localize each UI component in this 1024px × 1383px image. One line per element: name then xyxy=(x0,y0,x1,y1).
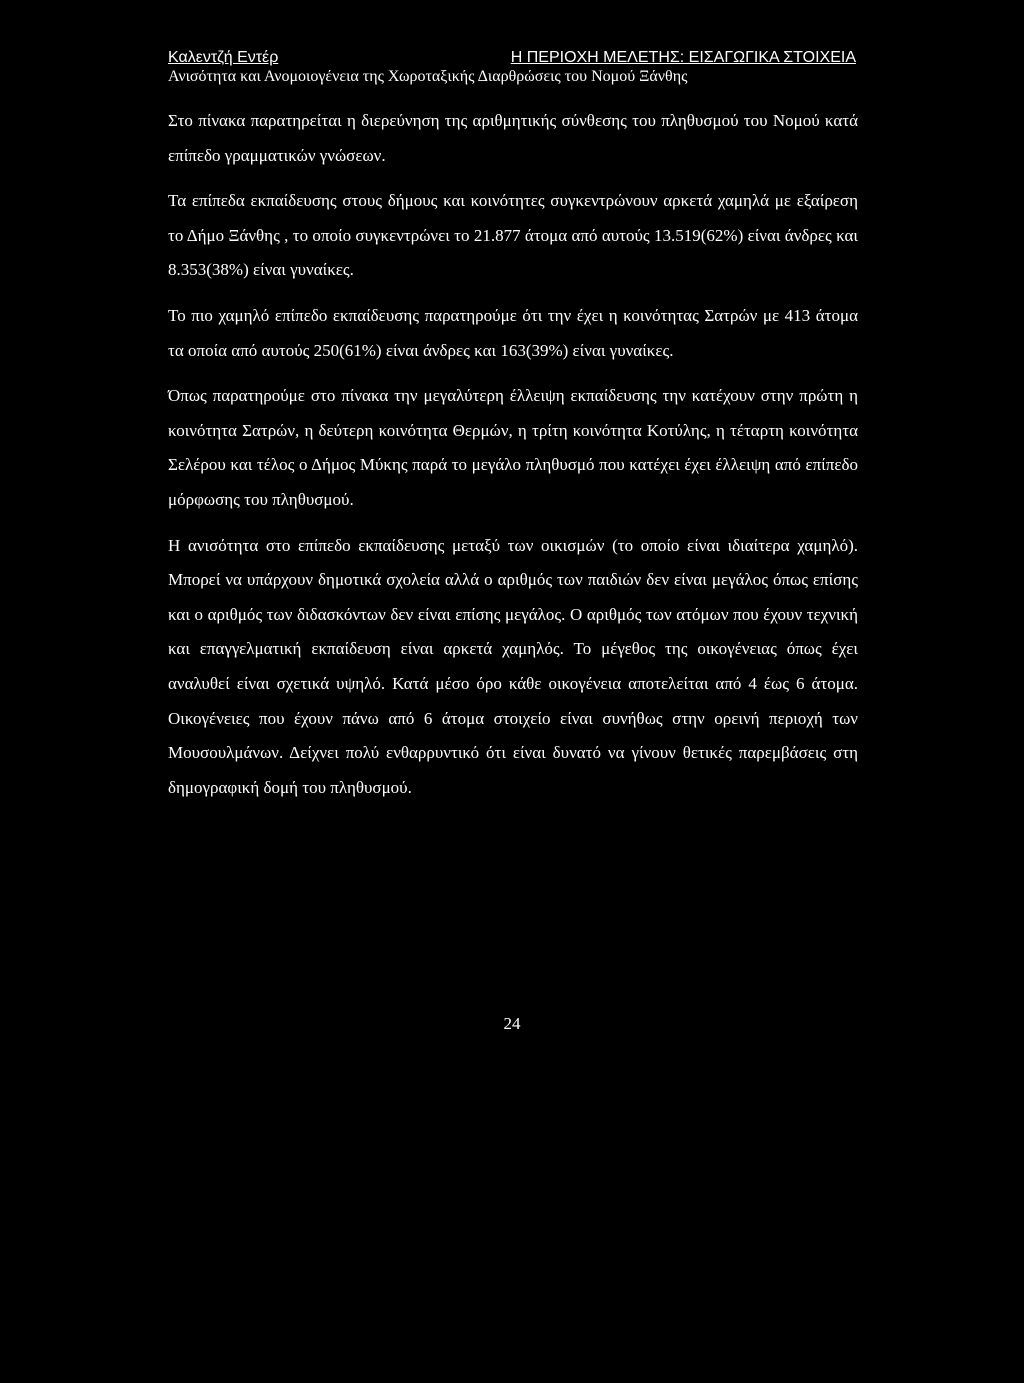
paragraph-4: Όπως παρατηρούμε στο πίνακα την μεγαλύτερη έλλειψη εκπαίδευσης την κατέχουν στην πρώτη η κοινότητα Σατρών, η δεύτερη κοινότητα Θερμών, η τρίτη κοινότητα Κοτύλης, η τέταρτη κοινότητα Σελέρου και τέλος ο Δήμος Μύκης παρά το μεγάλο πληθυσμό που κατέχει έχει έλλειψη από επίπεδο μόρφωσης του πληθυσμού. xyxy=(168,386,858,509)
header-subtitle: Ανισότητα και Ανομοιογένεια της Χωροταξικής Διαρθρώσεις του Νομού Ξάνθης xyxy=(168,68,688,85)
paragraph-1: Στο πίνακα παρατηρείται η διερεύνηση της αριθμητικής σύνθεσης του πληθυσμού του Νομού κατά επίπεδο γραμματικών γνώσεων. xyxy=(168,111,858,165)
header-author: Καλεντζή Εντέρ xyxy=(168,49,279,66)
paragraph-3: Το πιο χαμηλό επίπεδο εκπαίδευσης παρατηρούμε ότι την έχει η κοινότητας Σατρών με 413 άτομα τα οποία από αυτούς 250(61%) είναι άνδρες και 163(39%) είναι γυναίκες. xyxy=(168,305,858,360)
header-section-title: Η ΠΕΡΙΟΧΗ ΜΕΛΕΤΗΣ: ΕΙΣΑΓΩΓΙΚΑ ΣΤΟΙΧΕΙΑ xyxy=(510,49,856,66)
page-number: 24 xyxy=(503,1014,521,1033)
paragraph-5: Η ανισότητα στο επίπεδο εκπαίδευσης μεταξύ των οικισμών (το οποίο είναι ιδιαίτερα χαμηλό). Μπορεί να υπάρχουν δημοτικά σχολεία αλλά ο αριθμός των παιδιών δεν είναι μεγάλος όπως επίσης και ο αριθμός των διδασκόντων δεν είναι επίσης μεγάλος. Ο αριθμός των ατόμων που έχουν τεχνική και επαγγελματική εκπαίδευση είναι αρκετά χαμηλός. Το μέγεθος της οικογένειας όπως έχει αναλυθεί είναι σχετικά υψηλό. Κατά μέσο όρο κάθε οικογένεια αποτελείται από 4 έως 6 άτομα. Οικογένειες που έχουν πάνω από 6 άτομα στοιχείο είναι συνήθως στην ορεινή περιοχή των Μουσουλμάνων. Δείχνει πολύ ενθαρρυντικό ότι είναι δυνατό να γίνουν θετικές παρεμβάσεις στη δημογραφική δομή του πληθυσμού. xyxy=(168,535,858,797)
header-row xyxy=(168,48,856,67)
document-body xyxy=(168,104,858,816)
paragraph-2: Τα επίπεδα εκπαίδευσης στους δήμους και κοινότητες συγκεντρώνουν αρκετά χαμηλά με εξαίρεση το Δήμο Ξάνθης , το οποίο συγκεντρώνει το 21.877 άτομα από αυτούς 13.519(62%) είναι άνδρες και 8.353(38%) είναι γυναίκες. xyxy=(168,191,858,280)
page-header xyxy=(168,48,856,87)
